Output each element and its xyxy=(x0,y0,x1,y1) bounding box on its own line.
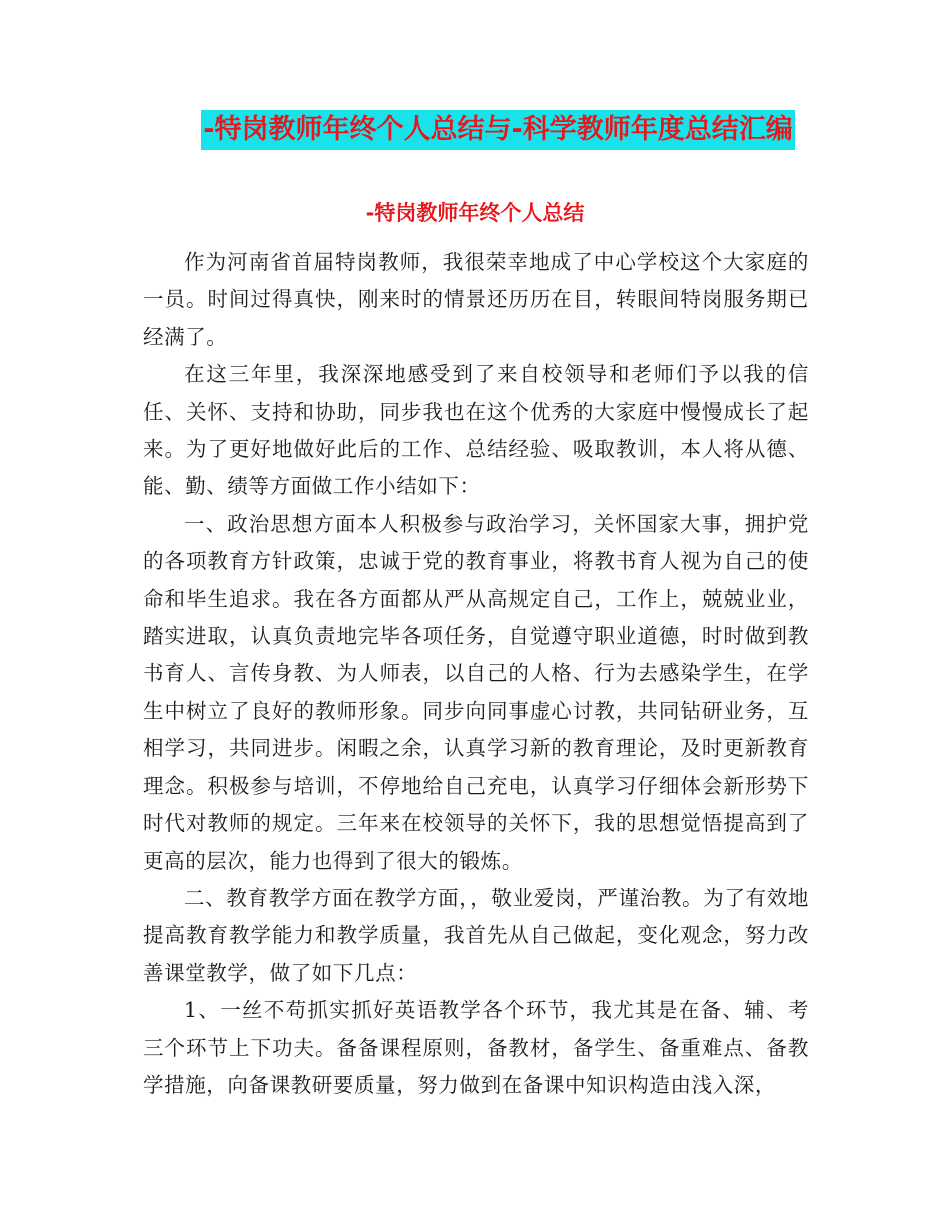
section-title: -特岗教师年终个人总结 xyxy=(365,201,585,225)
document-title xyxy=(0,108,950,150)
paragraph: 二、教育教学方面在教学方面，，敬业爱岗，严谨治教。为了有效地提高教育教学能力和教学质量，我首先从自己做起，变化观念，努力改善课堂教学，做了如下几点： xyxy=(143,885,809,985)
paragraph: 1、一丝不苟抓实抓好英语教学各个环节，我尤其是在备、辅、考三个环节上下功夫。备备课程原则，备教材，备学生、备重难点、备教学措施，向备课教研要质量，努力做到在备课中知识构造由浅入深， xyxy=(143,998,809,1097)
paragraph: 作为河南省首届特岗教师，我很荣幸地成了中心学校这个大家庭的一员。时间过得真快，刚来时的情景还历历在目，转眼间特岗服务期已经满了。 xyxy=(143,250,809,349)
paragraph: 一、政治思想方面本人积极参与政治学习，关怀国家大事，拥护党的各项教育方针政策，忠诚于党的教育事业，将教书育人视为自己的使命和毕生追求。我在各方面都从严从高规定自己，工作上，兢兢业业，踏实进取，认真负责地完毕各项任务，自觉遵守职业道德，时时做到教书育人、言传身教、为人师表，以自己的人格、行为去感染学生，在学生中树立了良好的教师形象。同步向同事虚心讨教，共同钻研业务，互相学习，共同进步。闲暇之余，认真学习新的教育理论，及时更新教育理念。积极参与培训，不停地给自己充电，认真学习仔细体会新形势下时代对教师的规定。三年来在校领导的关怀下，我的思想觉悟提高到了更高的层次，能力也得到了很大的锻炼。 xyxy=(143,511,809,873)
document-title-text: -特岗教师年终个人总结与-科学教师年度总结汇编 xyxy=(201,110,794,150)
document-body xyxy=(143,244,809,1104)
paragraph: 在这三年里，我深深地感受到了来自校领导和老师们予以我的信任、关怀、支持和协助，同步我也在这个优秀的大家庭中慢慢成长了起来。为了更好地做好此后的工作、总结经验、吸取教训，本人将从德、能、勤、绩等方面做工作小结如下： xyxy=(143,362,809,499)
